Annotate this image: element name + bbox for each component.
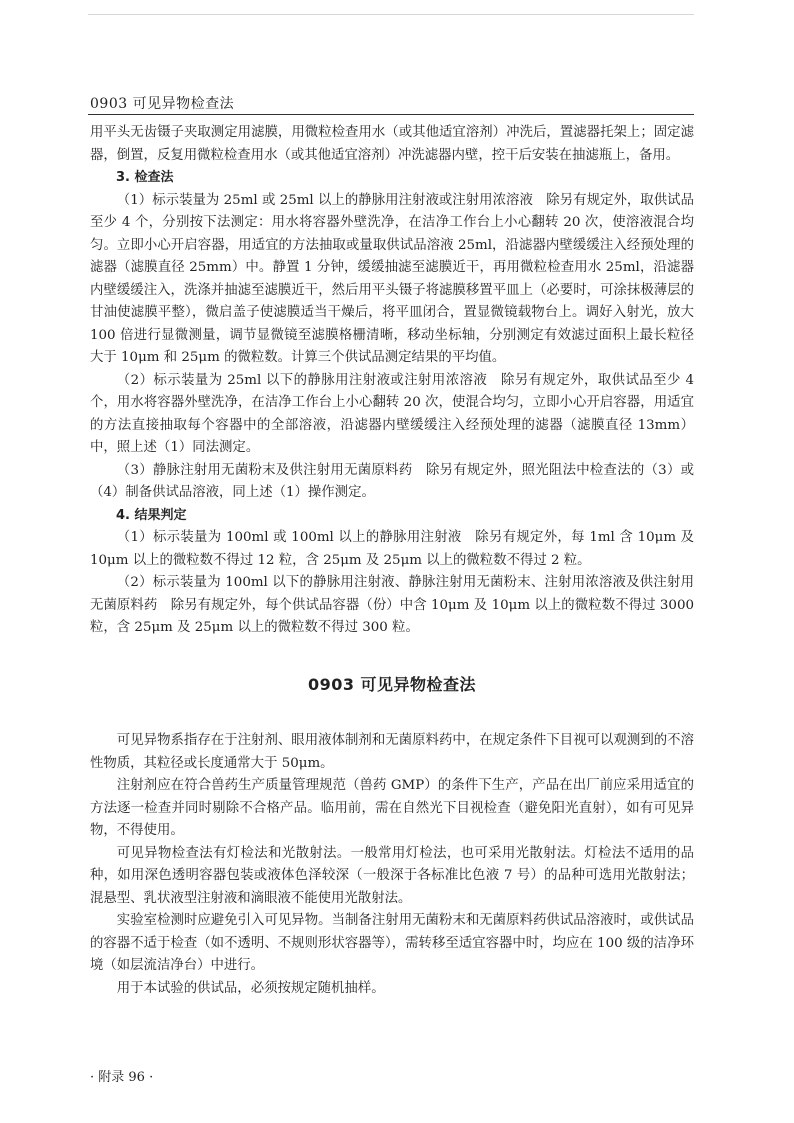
paragraph-gmp: 注射剂应在符合兽药生产质量管理规范（兽药 GMP）的条件下生产，产品在出厂前应采用适宜的方法逐一检查并同时剔除不合格产品。临用前，需在自然光下目视检查（避免阳光直射），如有可见异物，不得使用。 <box>90 778 694 838</box>
paragraph-lab: 实验室检测时应避免引入可见异物。当制备注射用无菌粉末和无菌原料药供试品溶液时，或供试品的容器不适于检查（如不透明、不规则形状容器等），需转移至适宜容器中时，均应在 100 级的洁净环境（如层流洁净台）中进行。 <box>90 913 694 973</box>
page-content <box>90 122 694 1000</box>
page-number: · 附录 96 · <box>90 1070 154 1085</box>
header-rule <box>88 114 694 115</box>
paragraph-method-2: （2）标示装量为 25ml 以下的静脉用注射液或注射用浓溶液 除另有规定外，取供试品至少 4 个，用水将容器外壁洗净，在洁净工作台上小心翻转 20 次，使混合均匀，立即小心开启容器，用适宜的方法直接抽取每个容器中的全部溶液，沿滤器内壁缓缓注入经预处理的滤器（滤膜直径 13mm）中，照上述（1）同法测定。 <box>90 372 694 455</box>
paragraph-result-1: （1）标示装量为 100ml 或 100ml 以上的静脉用注射液 除另有规定外，每 1ml 含 10μm 及 10μm 以上的微粒数不得过 12 粒，含 25μm 及 25μm 以上的微粒数不得过 2 粒。 <box>90 530 694 568</box>
paragraph-sampling: 用于本试验的供试品，必须按规定随机抽样。 <box>116 980 385 996</box>
paragraph-methods: 可见异物检查法有灯检法和光散射法。一般常用灯检法，也可采用光散射法。灯检法不适用的品种，如用深色透明容器包装或液体色泽较深（一般深于各标准比色液 7 号）的品种可选用光散射法；混悬型、乳状液型注射液和滴眼液不能使用光散射法。 <box>90 845 694 906</box>
section-title: 0903 可见异物检查法 <box>307 674 477 694</box>
paragraph-intro: 用平头无齿镊子夹取测定用滤膜，用微粒检查用水（或其他适宜溶剂）冲洗后，置滤器托架上；固定滤器，倒置，反复用微粒检查用水（或其他适宜溶剂）冲洗滤器内壁，控干后安装在抽滤瓶上，备用。 <box>90 125 694 163</box>
heading-inspection-method: 3. 检查法 <box>116 170 174 185</box>
heading-result-judgement: 4. 结果判定 <box>116 507 187 523</box>
top-border-line <box>88 14 694 15</box>
running-header: 0903 可见异物检查法 <box>90 96 235 112</box>
paragraph-method-1: （1）标示装量为 25ml 或 25ml 以上的静脉用注射液或注射用浓溶液 除另有规定外，取供试品至少 4 个，分别按下法测定：用水将容器外壁洗净，在洁净工作台上小心翻转 20 次，使溶液混合均匀。立即小心开启容器，用适宜的方法抽取或量取供试品溶液 25ml，沿滤器内壁缓缓注入经预处理的滤器（滤膜直径 25mm）中。静置 1 分钟，缓缓抽滤至滤膜近干，再用微粒检查用水 25ml，沿滤器内壁缓缓注入，洗涤并抽滤至滤膜近干，然后用平头镊子将滤膜移置平皿上（必要时，可涂抹极薄层的甘油使滤膜平整），微启盖子使滤膜适当干燥后，将平皿闭合，置显微镜载物台上。调好入射光，放大 100 倍进行显微测量，调节显微镜至滤膜格栅清晰，移动坐标轴，分别测定有效滤过面积上最长粒径大于 10μm 和 25μm 的微粒数。计算三个供试品测定结果的平均值。 <box>90 192 694 365</box>
paragraph-method-3: （3）静脉注射用无菌粉末及供注射用无菌原料药 除另有规定外，照光阻法中检查法的（3）或（4）制备供试品溶液，同上述（1）操作测定。 <box>90 462 694 500</box>
paragraph-result-2: （2）标示装量为 100ml 以下的静脉用注射液、静脉注射用无菌粉末、注射用浓溶液及供注射用无菌原料药 除另有规定外，每个供试品容器（份）中含 10μm 及 10μm 以上的微粒数不得过 3000 粒，含 25μm 及 25μm 以上的微粒数不得过 300 粒。 <box>90 575 694 635</box>
paragraph-definition: 可见异物系指存在于注射剂、眼用液体制剂和无菌原料药中，在规定条件下目视可以观测到的不溶性物质，其粒径或长度通常大于 50μm。 <box>90 733 694 771</box>
